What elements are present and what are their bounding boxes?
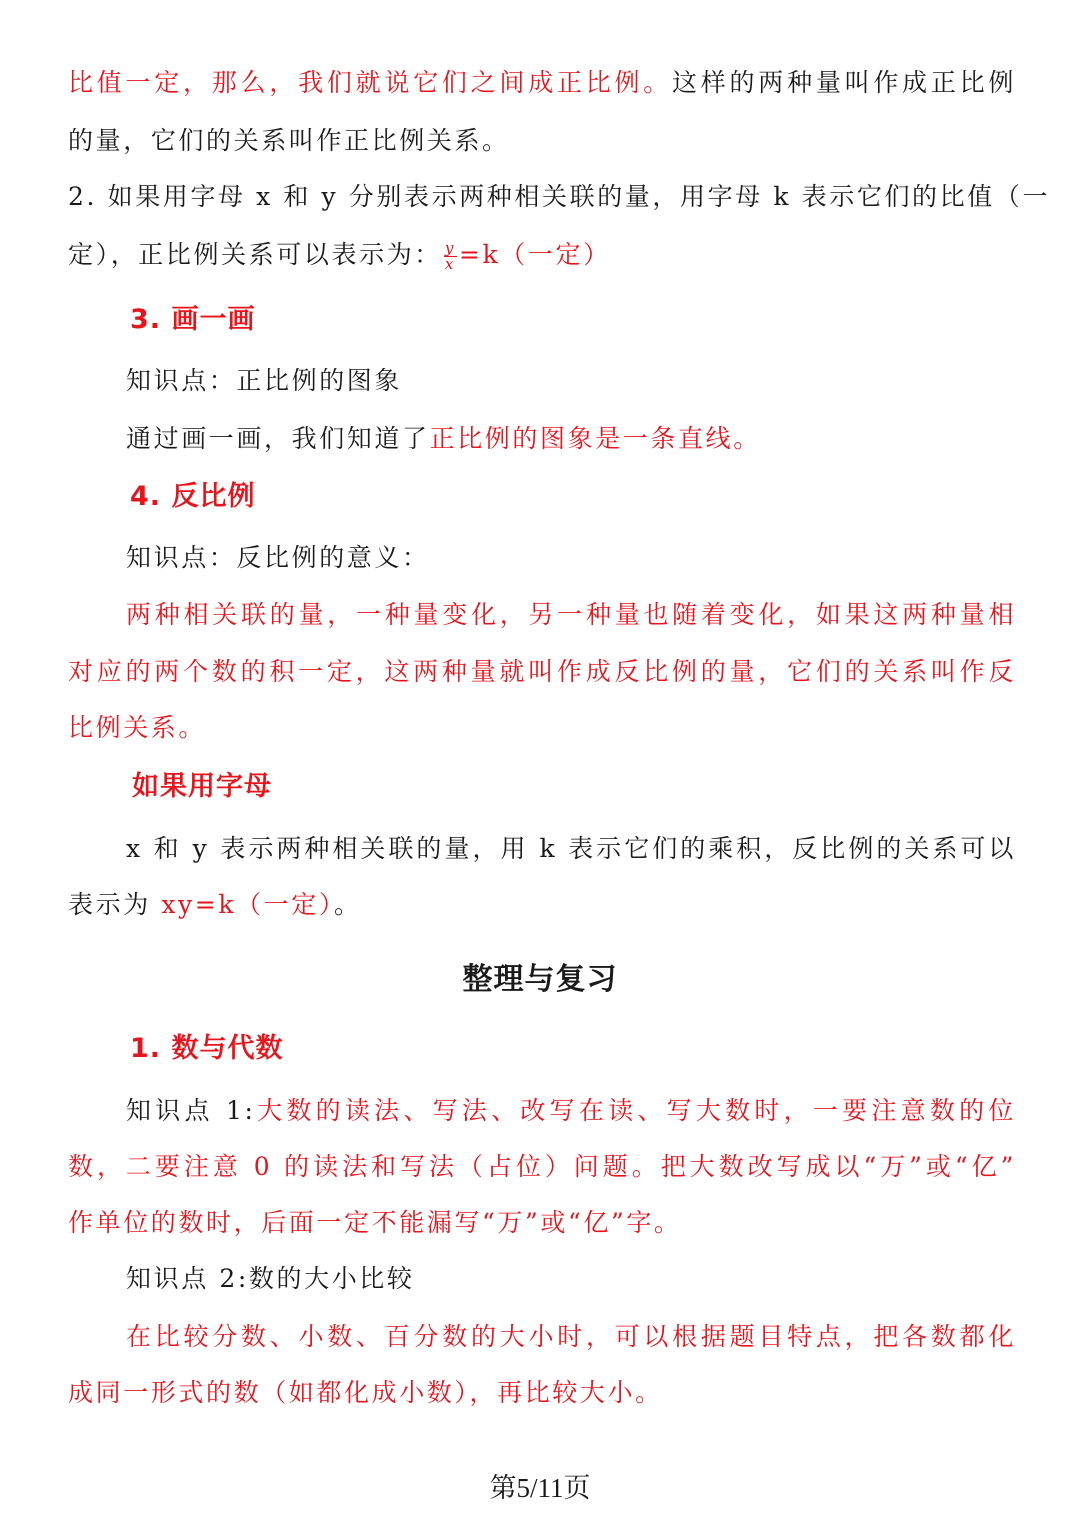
highlight-text: 成同一形式的数（如都化成小数），再比较大小。 bbox=[68, 1378, 663, 1407]
paragraph-line bbox=[68, 888, 1016, 922]
page-title: 整理与复习 bbox=[462, 962, 618, 997]
highlight-text: 在比较分数、小数、百分数的大小时，可以根据题目特点，把各数都化 bbox=[126, 1322, 1016, 1351]
highlight-text: 对应的两个数的积一定，这两种量就叫作成反比例的量，它们的关系叫作反 bbox=[68, 657, 1016, 686]
section-heading: 4. 反比例 bbox=[130, 481, 256, 512]
highlight-text: 作单位的数时，后面一定不能漏写“万”或“亿”字。 bbox=[68, 1208, 682, 1237]
body-text: 这样的两种量叫作成正比例 bbox=[672, 68, 1016, 97]
highlight-text: 两种相关联的量，一种量变化，另一种量也随着变化，如果这两种量相 bbox=[126, 600, 1016, 629]
body-text: 定），正比例关系可以表示为： bbox=[68, 240, 442, 269]
body-text: 通过画一画，我们知道了 bbox=[126, 424, 430, 453]
highlight-text: 比值一定，那么，我们就说它们之间成正比例。 bbox=[68, 68, 673, 97]
body-text: 数的大小比较 bbox=[248, 1264, 415, 1293]
fraction-y-over-x: $\frac{y}{x}$ bbox=[444, 239, 456, 273]
body-text: 。 bbox=[333, 890, 362, 919]
highlight-text: 比例关系。 bbox=[68, 713, 207, 742]
knowledge-point: 知识点：反比例的意义： bbox=[126, 543, 430, 572]
section-heading: 3. 画一画 bbox=[130, 304, 256, 335]
highlight-text: 正比例的图象是一条直线。 bbox=[429, 424, 761, 453]
paragraph-line bbox=[68, 66, 1016, 100]
highlight-text: 数，二要注意 0 的读法和写法（占位）问题。把大数改写成以“万”或“亿” bbox=[68, 1152, 1016, 1181]
body-text: 表示为 bbox=[68, 890, 162, 919]
highlight-text: 大数的读法、写法、改写在读、写大数时，一要注意数的位 bbox=[255, 1096, 1016, 1125]
paragraph-line bbox=[126, 422, 1016, 456]
paragraph-line: 2. 如果用字母 x 和 y 分别表示两种相关联的量，用字母 k 表示它们的比值（一 bbox=[68, 182, 1051, 211]
sub-heading: 如果用字母 bbox=[132, 771, 272, 802]
knowledge-point-label: 知识点 1: bbox=[126, 1096, 256, 1125]
section-heading: 1. 数与代数 bbox=[130, 1033, 284, 1064]
paragraph-line: 的量，它们的关系叫作正比例关系。 bbox=[68, 126, 510, 155]
knowledge-point bbox=[126, 1262, 1016, 1296]
paragraph-line: x 和 y 表示两种相关联的量，用 k 表示它们的乘积，反比例的关系可以 bbox=[126, 834, 1016, 863]
knowledge-point: 知识点：正比例的图象 bbox=[126, 366, 403, 395]
formula-text: xy=k（一定） bbox=[161, 890, 334, 919]
page-number: 第5/11页 bbox=[489, 1473, 591, 1503]
knowledge-point-label: 知识点 2: bbox=[126, 1264, 249, 1293]
formula-text: =k（一定） bbox=[458, 240, 611, 269]
paragraph-line bbox=[68, 238, 1016, 272]
paragraph-line bbox=[126, 1094, 1016, 1128]
